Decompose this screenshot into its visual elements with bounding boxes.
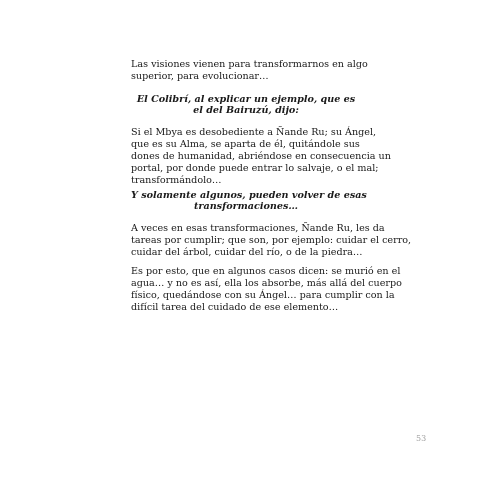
heading-line: transformaciones… bbox=[194, 201, 298, 212]
paragraph-line: físico, quedándose con su Ángel… para cumplir con la bbox=[131, 290, 395, 301]
paragraph-line: Si el Mbya es desobediente a Ñande Ru; su Ángel, bbox=[131, 127, 377, 138]
paragraph-line: dones de humanidad, abriéndose en consecuencia un bbox=[131, 151, 391, 162]
heading-2 bbox=[131, 190, 367, 212]
paragraph-line: cuidar del árbol, cuidar del río, o de la piedra… bbox=[131, 247, 363, 258]
paragraph-line: Es por esto, que en algunos casos dicen: se murió en el bbox=[131, 266, 401, 277]
paragraph-line: agua… y no es así, ella los absorbe, más allá del cuerpo bbox=[131, 278, 402, 289]
heading-1 bbox=[131, 94, 361, 116]
page-number: 53 bbox=[416, 434, 427, 443]
paragraph-1 bbox=[131, 59, 368, 83]
paragraph-3 bbox=[131, 223, 412, 259]
paragraph-line: A veces en esas transformaciones, Ñande Ru, les da bbox=[131, 223, 385, 234]
paragraph-line: tareas por cumplir; que son, por ejemplo: cuidar el cerro, bbox=[131, 235, 412, 246]
heading-line: Y solamente algunos, pueden volver de esas bbox=[131, 190, 367, 201]
paragraph-line: superior, para evolucionar… bbox=[131, 71, 269, 82]
paragraph-2 bbox=[131, 127, 391, 187]
paragraph-line: que es su Alma, se aparta de él, quitándole sus bbox=[131, 139, 360, 150]
heading-line: el del Bairuzú, dijo: bbox=[193, 105, 299, 116]
paragraph-line: portal, por donde puede entrar lo salvaje, o el mal; bbox=[131, 163, 379, 174]
paragraph-line: difícil tarea del cuidado de ese elemento… bbox=[131, 302, 339, 313]
paragraph-4 bbox=[131, 266, 402, 314]
paragraph-line: Las visiones vienen para transformarnos en algo bbox=[131, 59, 368, 70]
heading-line: El Colibrí, al explicar un ejemplo, que es bbox=[136, 94, 356, 105]
paragraph-line: transformándolo… bbox=[131, 175, 222, 186]
